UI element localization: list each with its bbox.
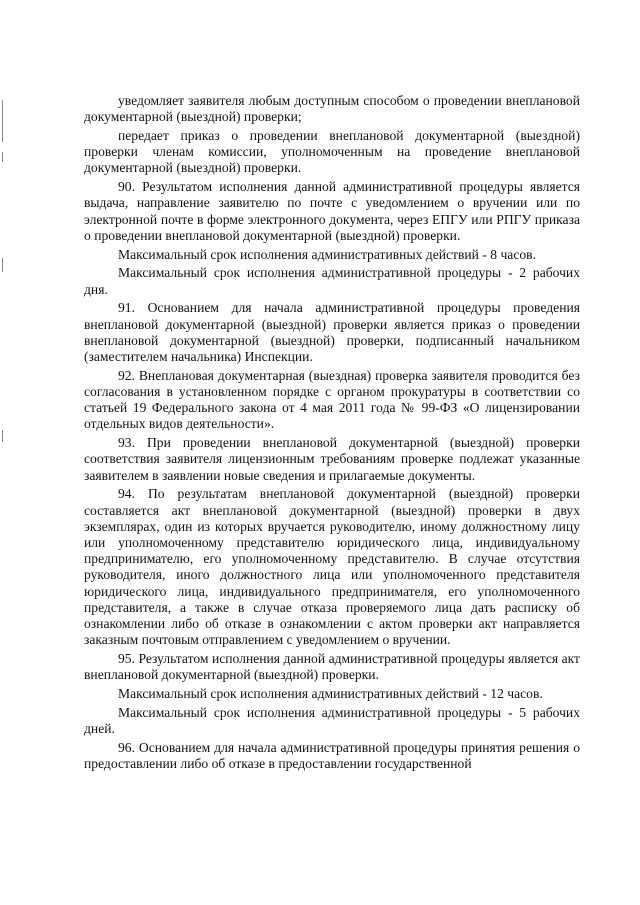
paragraph: передает приказ о проведении внеплановой документарной (выездной) проверки членам комиссии, уполномоченным на проведение внеплановой документарной (выездной) проверки. [84,128,580,176]
paragraph: Максимальный срок исполнения административной процедуры - 5 рабочих дней. [84,704,580,737]
paragraph: 96. Основанием для начала административной процедуры принятия решения о предоставлении либо об отказе в предоставлении государственной [84,739,580,772]
document-body [84,93,580,775]
scan-edge-mark [2,258,3,272]
paragraph: 90. Результатом исполнения данной административной процедуры является выдача, направление заявителю по почте с уведомлением о вручении или по электронной почте в форме электронного документа, через ЕПГУ или РПГУ приказа о проведении внеплановой документарной (выездной) проверки. [84,179,580,243]
scan-edge-mark [2,100,3,142]
paragraph: Максимальный срок исполнения административных действий - 12 часов. [118,686,543,702]
paragraph: 94. По результатам внеплановой документарной (выездной) проверки составляется акт внеплановой документарной (выездной) проверки в двух экземплярах, один из которых вручается руководителю, иному должностному лицу или уполномоченному представителю юридического лица, индивидуальному предпринимателю, его уполномоченному представителю. В случае отсутствия руководителя, иного должностного лица или уполномоченного представителя юридического лица, индивидуального предпринимателя, его уполномоченного представителя, а также в случае отказа проверяемого лица дать расписку об ознакомлении либо об отказе в ознакомлении с актом проверки акт направляется заказным почтовым отправлением с уведомлением о вручении. [84,486,580,648]
paragraph: Максимальный срок исполнения административных действий - 8 часов. [118,246,536,262]
paragraph: 93. При проведении внеплановой документарной (выездной) проверки соответствия заявителя лицензионным требованиям проверке подлежат указанные заявителем в заявлении новые сведения и прилагаемые документы. [84,435,580,483]
paragraph: 95. Результатом исполнения данной административной процедуры является акт внеплановой документарной (выездной) проверки. [84,651,580,683]
scan-edge-mark [2,430,3,442]
paragraph: 92. Внеплановая документарная (выездная) проверка заявителя проводится без согласования в установленном порядке с органом прокуратуры в соответствии со статьей 19 Федерального закона от 4 мая 2011 года № 99-ФЗ «О лицензировании отдельных видов деятельности». [84,367,580,432]
scan-edge-mark [2,152,3,162]
paragraph: 91. Основанием для начала административной процедуры проведения внеплановой документарной (выездной) проверки является приказ о проведении внеплановой документарной (выездной) проверки, подписанный начальником (заместителем начальника) Инспекции. [84,300,580,365]
paragraph: уведомляет заявителя любым доступным способом о проведении внеплановой документарной (выездной) проверки; [84,93,580,125]
paragraph: Максимальный срок исполнения административной процедуры - 2 рабочих дня. [84,265,580,297]
